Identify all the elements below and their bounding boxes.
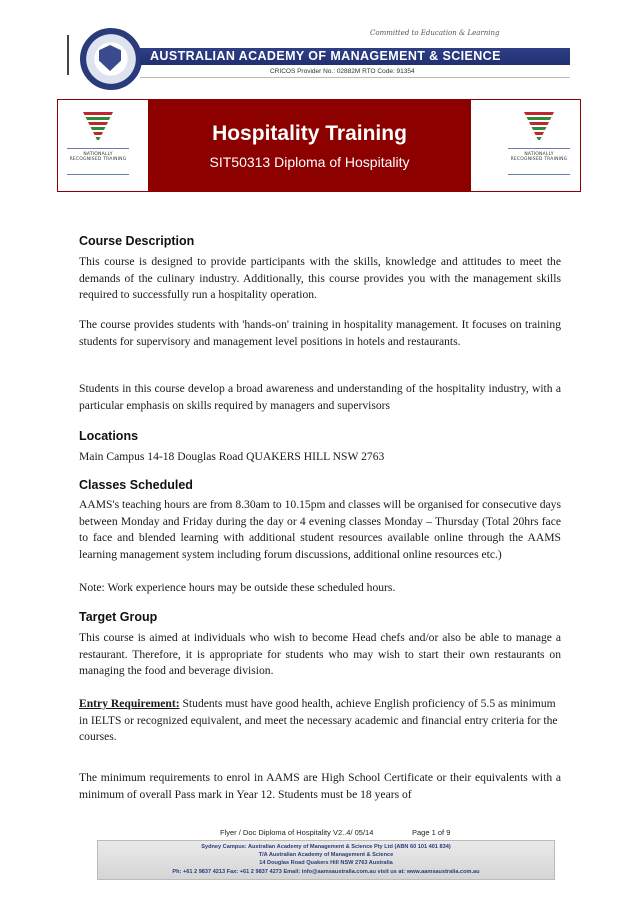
target-group-heading: Target Group	[79, 610, 158, 624]
page-number: Page 1 of 9	[412, 828, 451, 837]
classes-heading: Classes Scheduled	[79, 478, 193, 492]
letterhead-rule	[140, 77, 570, 78]
nrt-triangle-icon	[524, 112, 554, 142]
locations-text: Main Campus 14-18 Douglas Road QUAKERS HILL NSW 2763	[79, 450, 385, 463]
footer-trading-line: T/A Australian Academy of Management & Science	[258, 852, 394, 858]
description-paragraph-1: This course is designed to provide participants with the skills, knowledge and attitudes to meet the demands of the culinary industry. Additionally, this course provides you with the management skills required to successfully run a hospitality operation.	[79, 255, 561, 302]
entry-requirement-paragraph	[79, 696, 561, 746]
nrt-logo-left	[67, 112, 129, 182]
cricos-code: CRICOS Provider No.: 02882M RTO Code: 91354	[270, 68, 415, 75]
footer-campus-line: Sydney Campus: Australian Academy of Management & Science Pty Ltd (ABN 60 101 401 834)	[201, 844, 451, 850]
page-title: Hospitality Training	[212, 122, 407, 145]
locations-heading: Locations	[79, 429, 139, 443]
classes-text: AAMS's teaching hours are from 8.30am to 10.15pm and classes will be organised for consecutive days between Monday and Friday during the day or 4 evening classes Monday – Thursday (Total 20hrs face to face and blended learning with additional student resources available online through the AAMS learning management system including forum discussions, additional online resources etc.)	[79, 498, 561, 561]
footer-address-line: 14 Douglas Road Quakers Hill NSW 2763 Australia	[259, 860, 393, 866]
minimum-requirements-text: The minimum requirements to enrol in AAMS are High School Certificate or their equivalents with a minimum of overall Pass mark in Year 12. Students must be 18 years of	[79, 771, 561, 801]
description-paragraph-3: Students in this course develop a broad awareness and understanding of the hospitality industry, with a particular emphasis on skills required by managers and supervisors	[79, 382, 561, 412]
entry-requirement-label: Entry Requirement:	[79, 697, 180, 710]
nrt-logo-right	[508, 112, 570, 182]
letterhead-tagline: Committed to Education & Learning	[370, 29, 500, 37]
course-subtitle: SIT50313 Diploma of Hospitality	[209, 154, 410, 170]
nrt-triangle-icon	[83, 112, 113, 142]
nrt-logo-text: NATIONALLY RECOGNISED TRAINING	[69, 152, 127, 162]
footer-contact-line: Ph: +61 2 9837 4213 Fax: +61 2 9837 4273 Email: info@aamsaustralia.com.au visit us at: www.aamsaustralia.com.au	[172, 869, 480, 875]
document-reference: Flyer / Doc Diploma of Hospitality V2..4/ 05/14	[220, 828, 374, 837]
letterhead-divider	[67, 35, 69, 75]
entry-requirement-text: Students must have good health, achieve English proficiency of 5.5 as minimum in IELTS or recognized equivalent, and meet the necessary academic and financial entry criteria for the courses.	[79, 697, 558, 744]
footer-contact-band	[97, 840, 555, 880]
target-group-text: This course is aimed at individuals who wish to become Head chefs and/or also be able to manage a restaurant. Therefore, it is appropriate for students who may wish to start their own restaurants on managing the food and beverage division.	[79, 631, 561, 678]
nrt-logo-text: NATIONALLY RECOGNISED TRAINING	[510, 152, 568, 162]
shield-icon	[99, 45, 121, 71]
classes-note: Note: Work experience hours may be outside these scheduled hours.	[79, 581, 396, 594]
course-description-heading: Course Description	[79, 234, 195, 248]
academy-seal-logo	[80, 28, 142, 90]
description-paragraph-2: The course provides students with 'hands-on' training in hospitality management. It focuses on training students for supervisory and management level positions in hotels and restaurants.	[79, 318, 561, 348]
institution-name: AUSTRALIAN ACADEMY OF MANAGEMENT & SCIENCE	[150, 49, 501, 63]
